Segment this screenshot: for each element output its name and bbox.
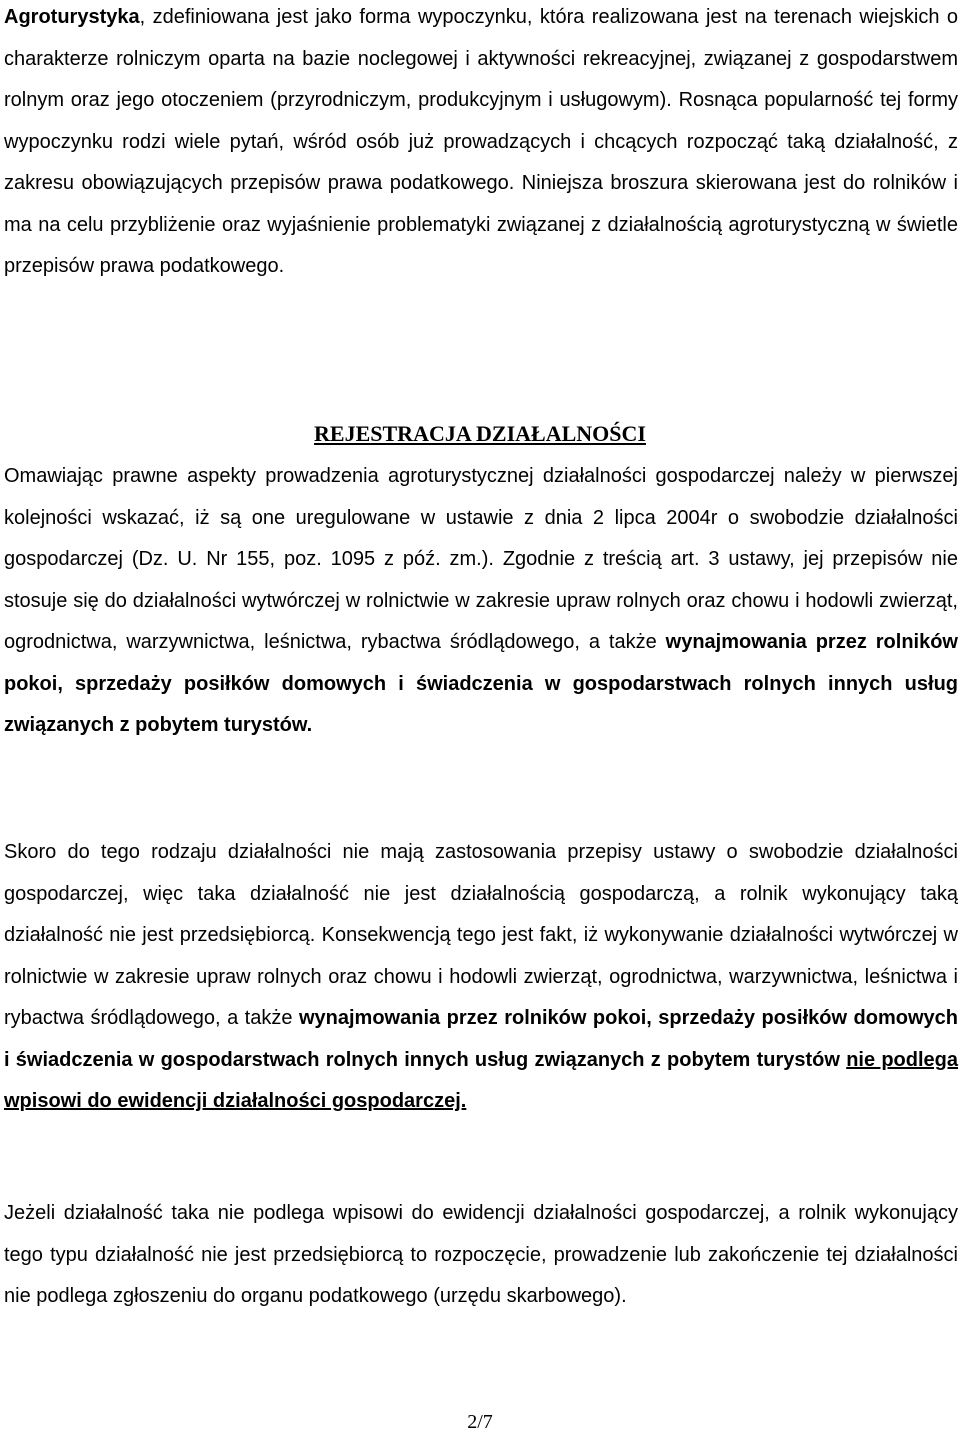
consequence-bold-underline: nie podlega wpisowi do ewidencji działalności gospodarczej. <box>4 1048 958 1112</box>
consequence-paragraph <box>4 832 958 1123</box>
tax-office-text: Jeżeli działalność taka nie podlega wpisowi do ewidencji działalności gospodarczej, a rolnik wykonujący tego typu działalność nie jest przedsiębiorcą to rozpoczęcie, prowadzenie lub zakończenie tej działalności nie podlega zgłoszeniu do organu podatkowego (urzędu skarbowego). <box>4 1202 958 1307</box>
tax-office-paragraph <box>4 1193 958 1318</box>
intro-term: Agroturystyka <box>4 6 140 28</box>
registration-bold-text: wynajmowania przez rolników pokoi, sprzedaży posiłków domowych i świadczenia w gospodarstwach rolnych innych usług związanych z pobytem turystów. <box>4 631 958 736</box>
intro-text: , zdefiniowana jest jako forma wypoczynku, która realizowana jest na terenach wiejskich o charakterze rolniczym oparta na bazie noclegowej i aktywności rekreacyjnej, związanej z gospodarstwem rolnym oraz jego otoczeniem (przyrodniczym, produkcyjnym i usługowym). Rosnąca popularność tej formy wypoczynku rodzi wiele pytań, wśród osób już prowadzących i chcących rozpocząć taką działalność, z zakresu obowiązujących przepisów prawa podatkowego. Niniejsza broszura skierowana jest do rolników i ma na celu przybliżenie oraz wyjaśnienie problematyki związanej z działalnością agroturystyczną w świetle przepisów prawa podatkowego. <box>4 6 958 277</box>
intro-paragraph <box>4 0 958 288</box>
consequence-bold-text: wynajmowania przez rolników pokoi, sprzedaży posiłków domowych i świadczenia w gospodarstwach rolnych innych usług związanych z pobytem turystów <box>4 1007 958 1071</box>
consequence-text: Skoro do tego rodzaju działalności nie mają zastosowania przepisy ustawy o swobodzie działalności gospodarczej, więc taka działalność nie jest działalnością gospodarczą, a rolnik wykonujący taką działalność nie jest przedsiębiorcą. Konsekwencją tego jest fakt, iż wykonywanie działalności wytwórczej w rolnictwie w zakresie upraw rolnych oraz chowu i hodowli zwierząt, ogrodnictwa, warzywnictwa, leśnictwa i rybactwa śródlądowego, a także <box>4 841 958 1029</box>
registration-paragraph <box>4 456 958 747</box>
registration-text: Omawiając prawne aspekty prowadzenia agroturystycznej działalności gospodarczej należy w pierwszej kolejności wskazać, iż są one uregulowane w ustawie z dnia 2 lipca 2004r o swobodzie działalności gospodarczej (Dz. U. Nr 155, poz. 1095 z póź. zm.). Zgodnie z treścią art. 3 ustawy, jej przepisów nie stosuje się do działalności wytwórczej w rolnictwie w zakresie upraw rolnych oraz chowu i hodowli zwierząt, ogrodnictwa, warzywnictwa, leśnictwa, rybactwa śródlądowego, a także <box>4 465 958 653</box>
page-number: 2/7 <box>467 1411 493 1433</box>
section-heading: REJESTRACJA DZIAŁALNOŚCI <box>314 421 646 446</box>
